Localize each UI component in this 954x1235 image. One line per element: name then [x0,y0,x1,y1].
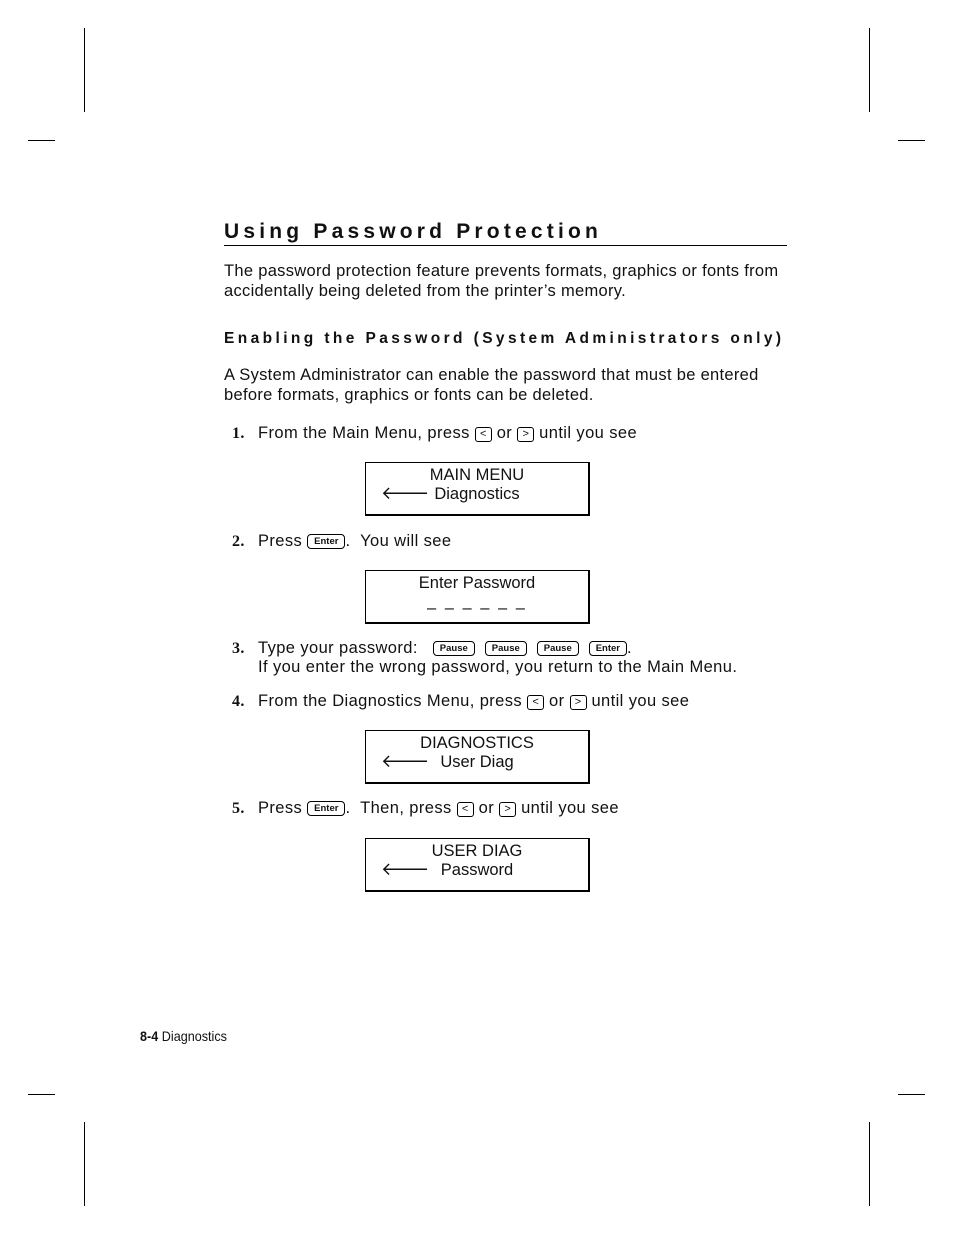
step-text-part: . You will see [345,532,452,550]
step-number: 1. [232,425,245,442]
lcd-line-1: MAIN MENU [429,466,525,484]
crop-mark [84,28,85,112]
enter-key-icon: Enter [307,534,345,549]
left-arrow-icon: 🡐 [381,751,430,771]
page-footer [140,1027,227,1045]
right-key-icon: > [517,427,534,442]
lcd-line-2: Diagnostics [434,485,520,503]
crop-mark [869,1122,870,1206]
chapter-name: Diagnostics [161,1028,227,1044]
step-text-part: Type your password: [258,639,418,657]
lcd-line-2: User Diag [440,753,514,771]
step-number: 3. [232,640,245,657]
pause-key-icon: Pause [537,641,579,656]
step-text [258,799,619,819]
enter-key-icon: Enter [589,641,627,656]
section-intro: The password protection feature prevents formats, graphics or fonts from accidentally being deleted from the printer’s memory. [224,262,779,300]
lcd-display-user-diag [365,838,590,892]
step-text-part: . Then, press [345,799,452,817]
right-key-icon: > [570,695,587,710]
step-text-part: until you see [591,692,690,710]
subsection-heading: Enabling the Password (System Administrators only) [224,330,785,347]
crop-mark [898,140,925,141]
step-text [258,424,637,444]
crop-mark [28,1094,55,1095]
left-key-icon: < [527,695,544,710]
lcd-line-1: Enter Password [418,574,536,592]
password-placeholder: – – – – – – [427,599,527,617]
crop-mark [898,1094,925,1095]
lcd-line-2: Password [440,861,514,879]
step-text-part: From the Main Menu, press [258,424,470,442]
left-key-icon: < [475,427,492,442]
right-key-icon: > [499,802,516,817]
lcd-line-1: USER DIAG [431,842,523,860]
lcd-display-enter-password [365,570,590,624]
or-word: or [549,692,565,710]
period: . [627,639,632,657]
step-text-part: Press [258,532,303,550]
enter-key-icon: Enter [307,801,345,816]
step-text [258,639,632,659]
pause-key-icon: Pause [433,641,475,656]
step-text-part: until you see [521,799,619,817]
lcd-line-1: DIAGNOSTICS [420,734,534,752]
crop-mark [84,1122,85,1206]
step-text-part: Press [258,799,303,817]
lcd-display-main-menu [365,462,590,516]
left-key-icon: < [457,802,474,817]
step-text-part: From the Diagnostics Menu, press [258,692,523,710]
step-number: 4. [232,693,245,710]
lcd-display-diagnostics [365,730,590,784]
or-word: or [496,424,513,442]
step-text [258,532,451,552]
crop-mark [869,28,870,112]
left-arrow-icon: 🡐 [381,859,430,879]
step-text [258,692,689,712]
step-text-part: until you see [539,424,638,442]
pause-key-icon: Pause [485,641,527,656]
section-heading: Using Password Protection [224,220,787,246]
crop-mark [28,140,55,141]
step-number: 5. [232,800,245,817]
page-number: 8-4 [140,1028,159,1044]
step-note: If you enter the wrong password, you return to the Main Menu. [258,658,738,676]
or-word: or [478,799,495,817]
step-number: 2. [232,533,245,550]
subsection-intro: A System Administrator can enable the password that must be entered before formats, graphics or fonts can be deleted. [224,366,759,404]
left-arrow-icon: 🡐 [381,483,430,503]
